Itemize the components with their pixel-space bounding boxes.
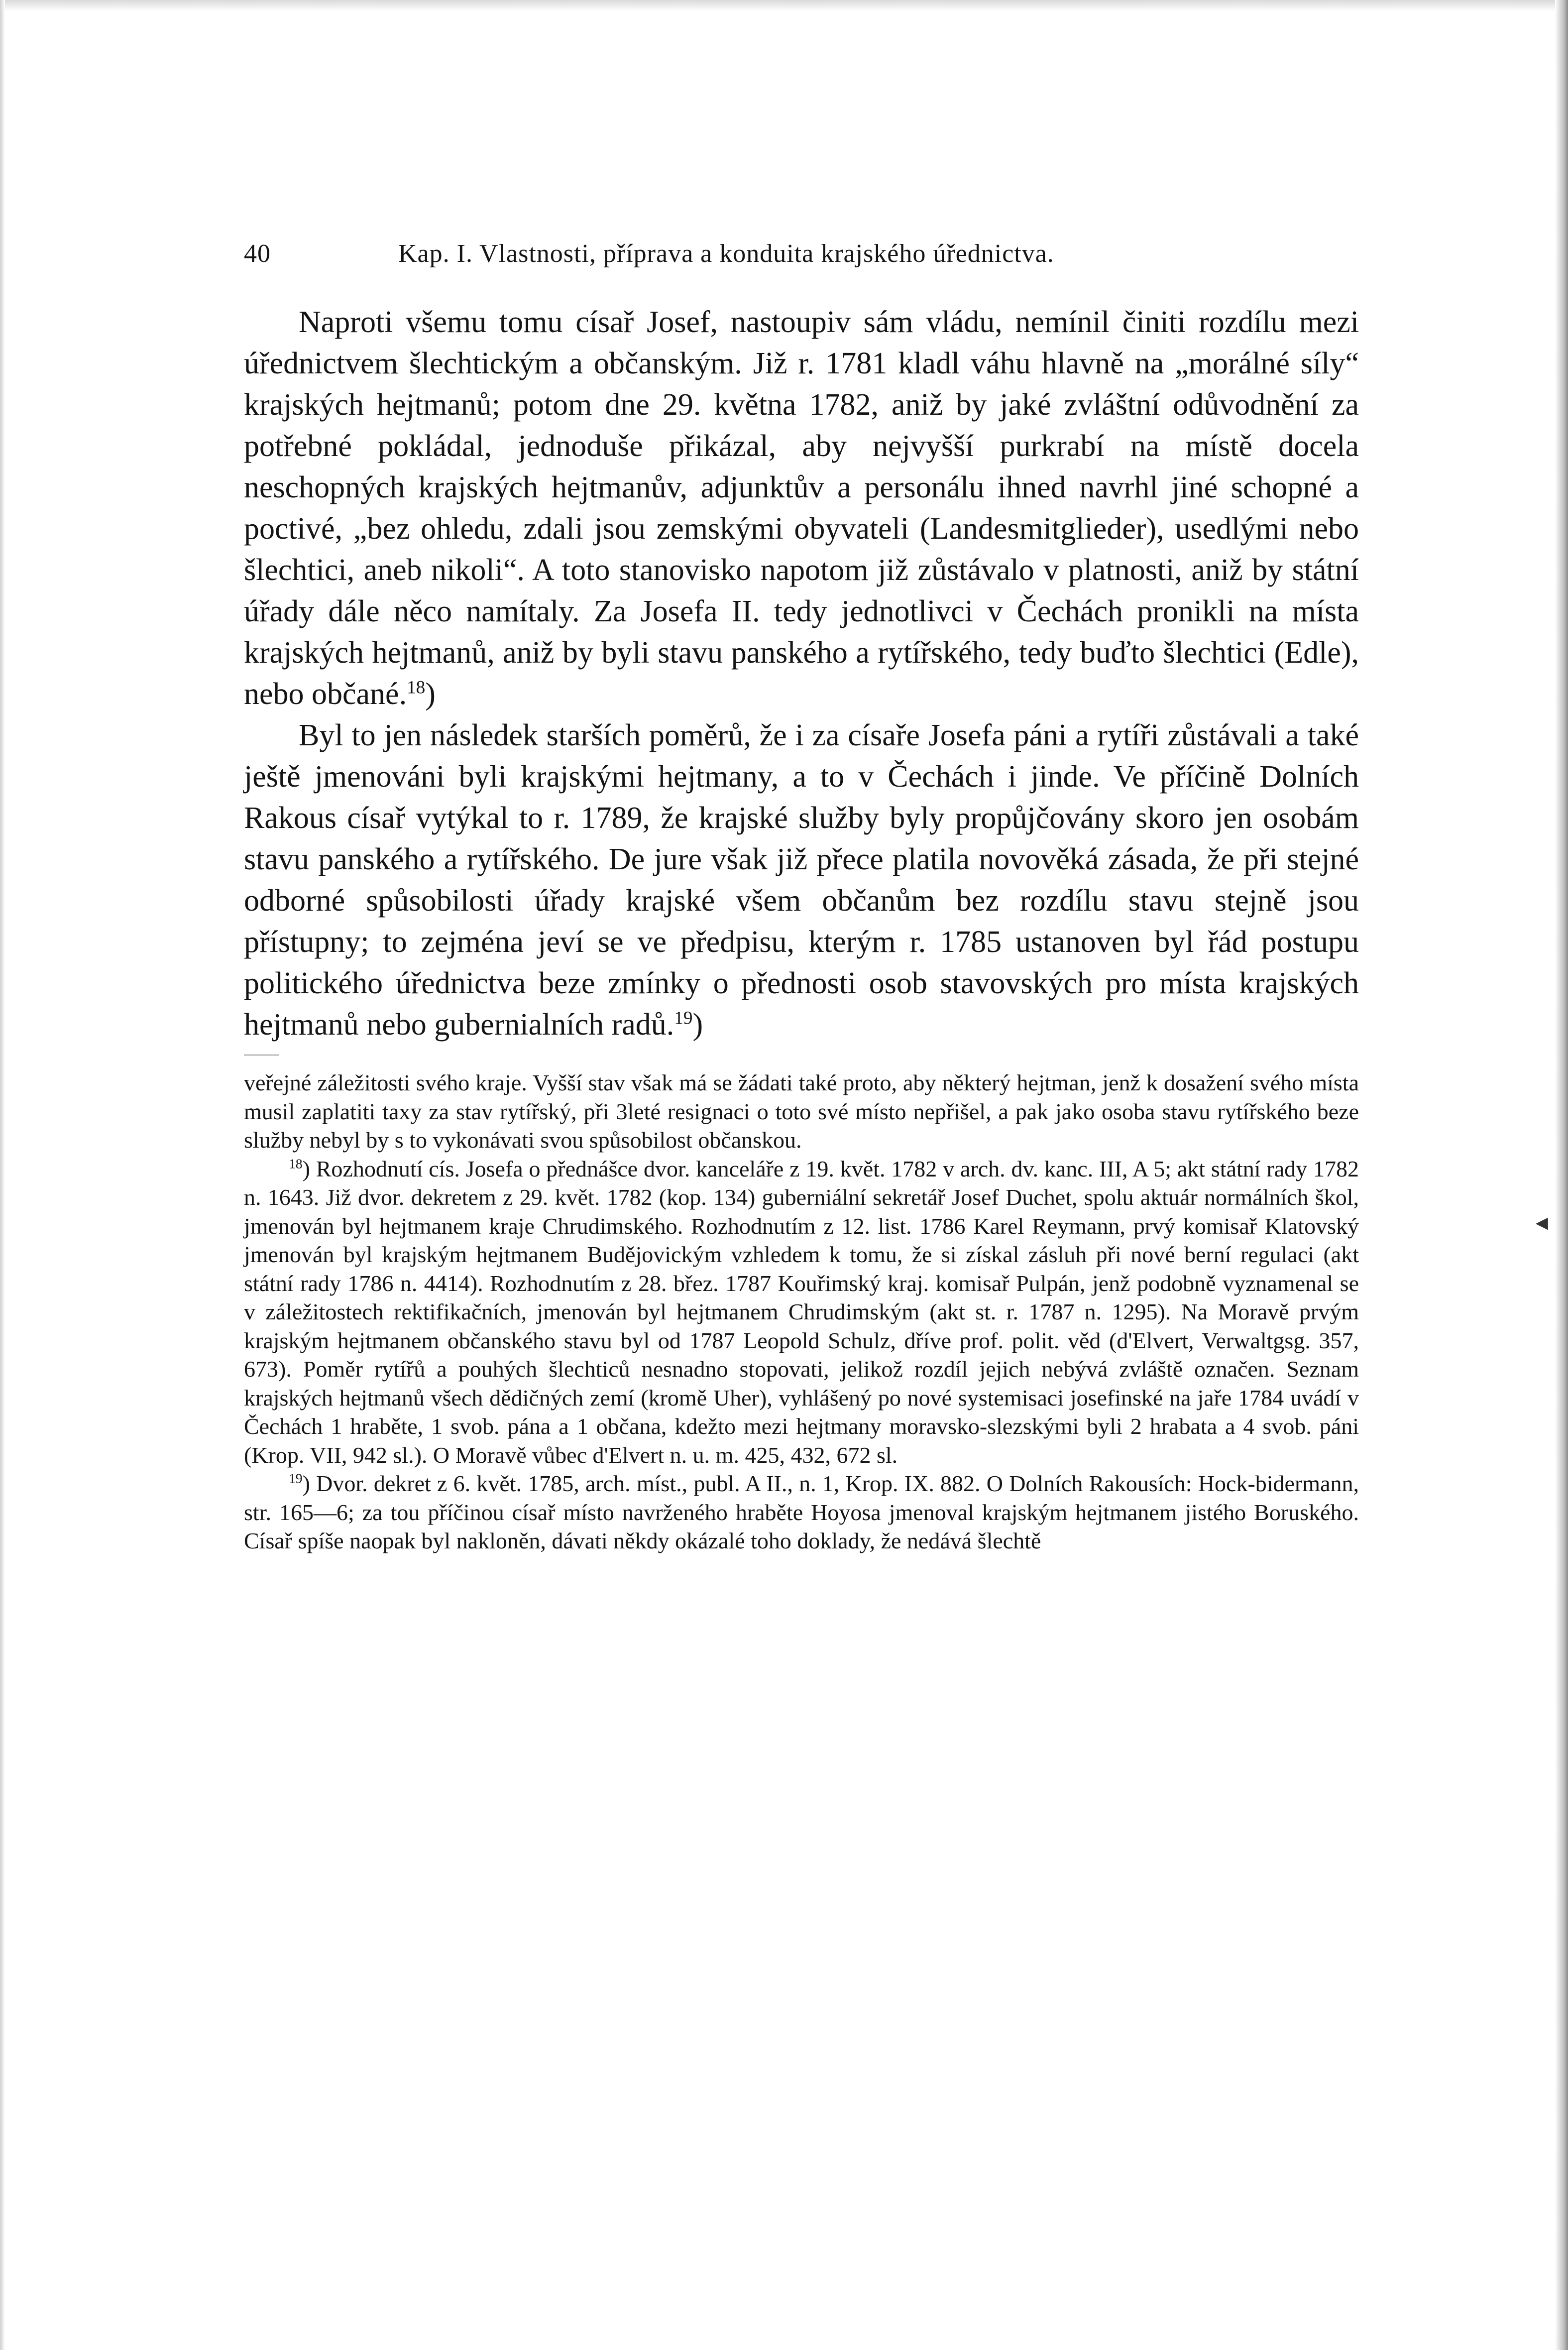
paragraph-2	[244, 715, 1359, 1046]
running-head	[244, 234, 1359, 274]
paragraph-1-text: Naproti všemu tomu císař Josef, nastoupiv sám vládu, nemínil činiti rozdílu mezi úřednictvem šlechtickým a občanským. Již r. 1781 kladl váhu hlavně na „morálné síly“ krajských hejtmanů; potom dne 29. května 1782, aniž by jaké zvláštní odůvodnění za potřebné pokládal, jednoduše přikázal, aby nejvyšší purkrabí na místě docela neschopných krajských hejtmanův, adjunktův a personálu ihned navrhl jiné schopné a poctivé, „bez ohledu, zdali jsou zemskými obyvateli (Landesmitglieder), usedlými nebo šlechtici, aneb nikoli“. A toto stanovisko napotom již zůstávalo v platnosti, aniž by státní úřady dále něco namítaly. Za Josefa II. tedy jednotlivci v Čechách pronikli na místa krajských hejtmanů, aniž by byli stavu panského a rytířského, tedy buďto šlechtici (Edle), nebo občané.	[244, 305, 1359, 711]
paragraph-2-close: )	[692, 1008, 703, 1042]
footnote-19-text: ) Dvor. dekret z 6. květ. 1785, arch. míst., publ. A II., n. 1, Krop. IX. 882. O Dolních Rakousích: Hock-bidermann, str. 165—6; za tou příčinou císař místo navrženého hraběte Hoyosa jmenoval krajským hejtmanem jistého Boruského. Císař spíše naopak byl nakloněn, dávati někdy okázalé toho doklady, že nedává šlechtě	[244, 1471, 1359, 1553]
scan-right-edge	[1555, 0, 1568, 2350]
chapter-running-title: Kap. I. Vlastnosti, příprava a konduita krajského úřednictva.	[398, 239, 1054, 268]
footnote-continuation: veřejné záležitosti svého kraje. Vyšší stav však má se žádati také proto, aby některý hejtman, jenž k dosažení svého místa musil zaplatiti taxy za stav rytířský, při 3leté resignaci o toto své místo nepřišel, a pak jako osoba stavu rytířského beze služby nebyl by s to vykonávati svou spůsobilost občanskou.	[244, 1070, 1359, 1153]
footnote-18-marker: 18	[289, 1156, 303, 1172]
footnote-18	[244, 1155, 1359, 1470]
footnote-18-text: ) Rozhodnutí cís. Josefa o přednášce dvor. kanceláře z 19. květ. 1782 v arch. dv. kanc. III, A 5; akt státní rady 1782 n. 1643. Již dvor. dekretem z 29. květ. 1782 (kop. 134) guberniální sekretář Josef Duchet, spolu aktuár normálních škol, jmenován byl hejtmanem kraje Chrudimského. Rozhodnutím z 12. list. 1786 Karel Reymann, prvý komisař Klatovský jmenován byl krajským hejtmanem Budějovickým vzhledem k tomu, že si získal zásluh při nové berní regulaci (akt státní rady 1786 n. 4414). Rozhodnutím z 28. břez. 1787 Kouřimský kraj. komisař Pulpán, jenž podobně vyznamenal se v záležitostech rektifikačních, jmenován byl hejtmanem Chrudimským (akt st. r. 1787 n. 1295). Na Moravě prvým krajským hejtmanem občanského stavu byl od 1787 Leopold Schulz, dříve prof. polit. věd (d'Elvert, Verwaltgsg. 357, 673). Poměr rytířů a pouhých šlechticů nesnadno stopovati, jelikož rozdíl jejich nebývá zvláště označen. Seznam krajských hejtmanů všech dědičných zemí (kromě Uher), vyhlášený po nové systemisaci josefinské na jaře 1784 uvádí v Čechách 1 hraběte, 1 svob. pána a 1 občana, kdežto mezi hejtmany moravsko-slezskými byli 2 hrabata a 4 svob. páni (Krop. VII, 942 sl.). O Moravě vůbec d'Elvert n. u. m. 425, 432, 672 sl.	[244, 1156, 1359, 1468]
footnote-ref-19: 19	[674, 1008, 693, 1029]
paragraph-2-text: Byl to jen následek starších poměrů, že i za císaře Josefa páni a rytíři zůstávali a také ještě jmenováni byli krajskými hejtmany, a to v Čechách i jinde. Ve příčině Dolních Rakous císař vytýkal to r. 1789, že krajské služby byly propůjčovány skoro jen osobám stavu panského a rytířského. De jure však již přece platila novověká zásada, že při stejné odborné spůsobilosti úřady krajské všem občanům bez rozdílu stavu stejně jsou přístupny; to zejména jeví se ve předpisu, kterým r. 1785 ustanoven byl řád postupu politického úřednictva beze zmínky o přednosti osob stavovských pro místa krajských hejtmanů nebo gubernialních radů.	[244, 718, 1359, 1042]
footnote-19-marker: 19	[289, 1470, 303, 1486]
main-text	[244, 302, 1359, 1046]
margin-arrow-icon: ◂	[1535, 1208, 1548, 1236]
footnote-ref-18: 18	[407, 677, 426, 698]
footnote-separator	[244, 1055, 279, 1056]
scan-left-edge	[0, 0, 5, 2350]
paragraph-1	[244, 302, 1359, 715]
paragraph-1-close: )	[425, 677, 436, 711]
footnotes	[244, 1068, 1359, 1555]
footnote-19	[244, 1469, 1359, 1555]
page-number: 40	[244, 239, 271, 268]
book-page	[244, 234, 1359, 1555]
scan-top-edge	[0, 0, 1568, 11]
